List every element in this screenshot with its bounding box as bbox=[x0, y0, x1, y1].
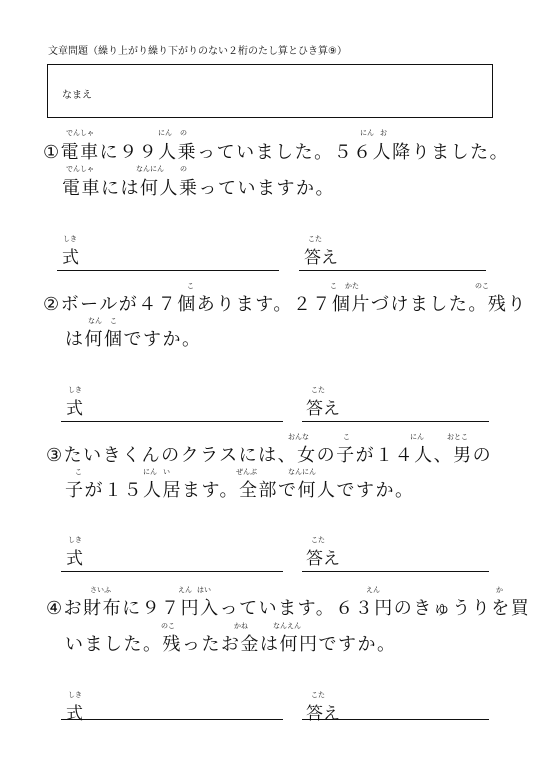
furigana-row bbox=[0, 281, 545, 290]
furigana: こ bbox=[343, 433, 350, 441]
problem-text-line: ②ボールが４７個あります。２７個片づけました。残り bbox=[43, 294, 527, 315]
furigana: ぜんぶ bbox=[236, 468, 257, 476]
furigana: かね bbox=[234, 622, 248, 630]
shiki-label: 式 bbox=[66, 549, 83, 569]
furigana: おんな bbox=[288, 433, 309, 441]
furigana: にん bbox=[158, 129, 172, 137]
furigana: さいふ bbox=[90, 586, 111, 594]
furigana: こ bbox=[330, 282, 337, 290]
problem-text-line: ①電車に９９人乗っていました。５６人降りました。 bbox=[43, 142, 510, 163]
kotae-furigana: こた bbox=[308, 235, 322, 243]
furigana: かた bbox=[345, 282, 359, 290]
furigana: こ bbox=[75, 468, 82, 476]
shiki-answer-line[interactable] bbox=[61, 421, 283, 422]
furigana: でんしゃ bbox=[66, 165, 94, 173]
furigana: おとこ bbox=[447, 433, 468, 441]
problem-text-line: は何個ですか。 bbox=[65, 329, 202, 350]
furigana: なんにん bbox=[288, 468, 316, 476]
shiki-label: 式 bbox=[66, 399, 83, 419]
problem-text-line: ③たいきくんのクラスには、女の子が１４人、男の bbox=[46, 445, 493, 466]
kotae-label: 答え bbox=[306, 704, 340, 724]
furigana: えん bbox=[366, 586, 380, 594]
problem-text-line: いました。残ったお金は何円ですか。 bbox=[65, 634, 397, 655]
furigana: にん bbox=[410, 433, 424, 441]
worksheet-title: 文章問題（繰り上がり繰り下がりのない２桁のたし算とひき算⑨） bbox=[48, 46, 347, 57]
furigana-row bbox=[0, 316, 545, 325]
problem-text-line: ④お財布に９７円入っています。６３円のきゅうりを買 bbox=[46, 598, 531, 619]
furigana: い bbox=[163, 468, 170, 476]
furigana: なん bbox=[88, 317, 102, 325]
furigana: の bbox=[180, 129, 187, 137]
shiki-furigana: しき bbox=[68, 386, 82, 394]
shiki-label: 式 bbox=[62, 248, 79, 268]
kotae-answer-line[interactable] bbox=[302, 421, 489, 422]
kotae-answer-line[interactable] bbox=[299, 270, 486, 271]
furigana: お bbox=[380, 129, 387, 137]
furigana-row bbox=[0, 164, 545, 173]
furigana: なんえん bbox=[273, 622, 301, 630]
kotae-answer-line[interactable] bbox=[302, 719, 489, 720]
furigana-row bbox=[0, 585, 545, 594]
shiki-answer-line[interactable] bbox=[61, 571, 283, 572]
shiki-answer-line[interactable] bbox=[57, 270, 279, 271]
furigana-row bbox=[0, 128, 545, 137]
furigana: こ bbox=[110, 317, 117, 325]
kotae-label: 答え bbox=[306, 399, 340, 419]
furigana: はい bbox=[197, 586, 211, 594]
name-label: なまえ bbox=[62, 90, 92, 101]
shiki-furigana: しき bbox=[68, 691, 82, 699]
problem-text-line: 子が１５人居ます。全部で何人ですか。 bbox=[65, 480, 415, 501]
shiki-answer-line[interactable] bbox=[61, 719, 283, 720]
kotae-furigana: こた bbox=[311, 536, 325, 544]
furigana: えん bbox=[178, 586, 192, 594]
furigana: でんしゃ bbox=[66, 129, 94, 137]
kotae-furigana: こた bbox=[311, 691, 325, 699]
furigana: のこ bbox=[161, 622, 175, 630]
kotae-answer-line[interactable] bbox=[302, 571, 489, 572]
name-box[interactable] bbox=[47, 64, 493, 118]
kotae-label: 答え bbox=[306, 549, 340, 569]
kotae-furigana: こた bbox=[311, 386, 325, 394]
kotae-label: 答え bbox=[304, 248, 338, 268]
shiki-furigana: しき bbox=[63, 235, 77, 243]
shiki-label: 式 bbox=[66, 704, 83, 724]
furigana: のこ bbox=[475, 282, 489, 290]
furigana: にん bbox=[143, 468, 157, 476]
problem-text-line: 電車には何人乗っていますか。 bbox=[62, 178, 335, 199]
furigana: か bbox=[496, 586, 503, 594]
furigana-row bbox=[0, 467, 545, 476]
furigana: こ bbox=[187, 282, 194, 290]
furigana: なんにん bbox=[136, 165, 164, 173]
furigana-row bbox=[0, 432, 545, 441]
furigana-row bbox=[0, 621, 545, 630]
shiki-furigana: しき bbox=[68, 536, 82, 544]
furigana: にん bbox=[360, 129, 374, 137]
furigana: の bbox=[180, 165, 187, 173]
